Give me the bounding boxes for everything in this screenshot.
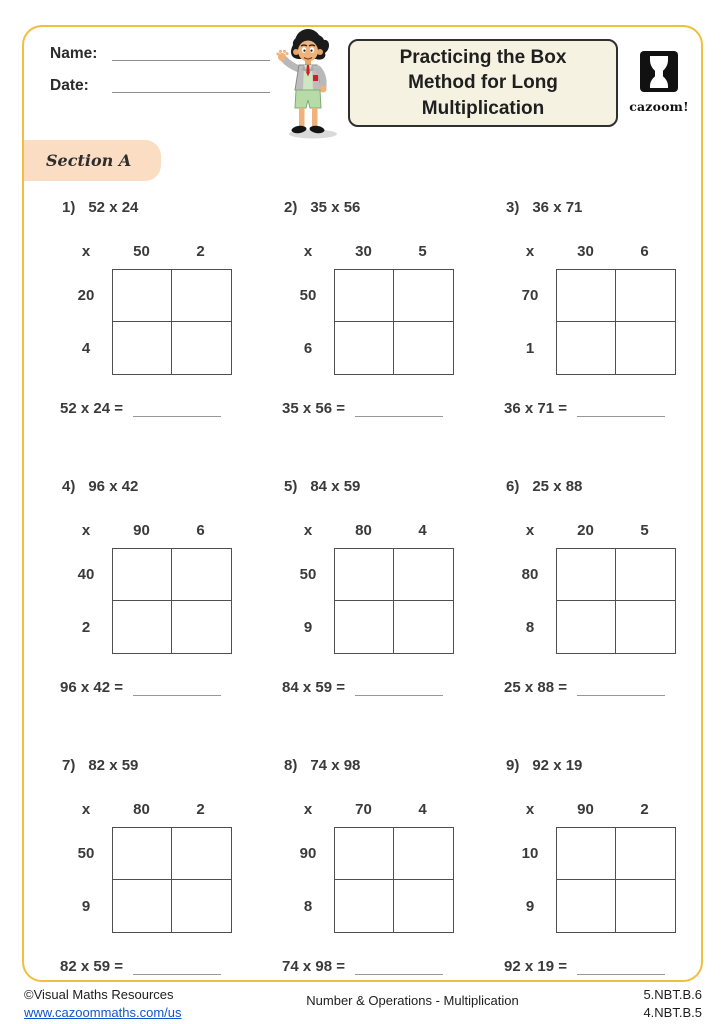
- answer-line: [60, 400, 265, 417]
- product-box[interactable]: [616, 322, 675, 374]
- footer-copyright-block: [24, 986, 182, 1021]
- column-label-ones: 6: [640, 243, 649, 260]
- row-label-tens: 90: [299, 845, 317, 862]
- date-field-row: [50, 77, 270, 95]
- boy-character-illustration: [270, 28, 348, 145]
- standard-code: 5.NBT.B.6: [643, 987, 702, 1002]
- section-a-label: Section A: [24, 140, 161, 181]
- column-label-ones: 2: [196, 801, 205, 818]
- multiply-symbol: x: [303, 243, 313, 260]
- footer-standards-block: [643, 986, 702, 1021]
- problem-title: [506, 199, 709, 216]
- row-label-tens: 50: [77, 845, 95, 862]
- box-table-header-row: [504, 801, 709, 818]
- problem-title: [284, 199, 487, 216]
- date-write-line[interactable]: [112, 90, 270, 93]
- cazoom-logo: [628, 51, 690, 114]
- answer-prefix: 52 x 24 =: [60, 400, 123, 417]
- product-boxes-grid: [334, 269, 454, 375]
- website-link[interactable]: www.cazoommaths.com/us: [24, 1004, 182, 1020]
- product-box[interactable]: [394, 270, 453, 322]
- product-box[interactable]: [394, 828, 453, 880]
- column-label-ones: 2: [196, 243, 205, 260]
- problem-title: [62, 757, 265, 774]
- problem-number: 1): [62, 199, 76, 216]
- multiply-symbol: x: [81, 801, 91, 818]
- column-label-tens: 70: [355, 801, 372, 818]
- multiply-symbol: x: [81, 243, 91, 260]
- box-table-body: [504, 827, 709, 933]
- problem-title: [284, 478, 487, 495]
- answer-prefix: 96 x 42 =: [60, 679, 123, 696]
- row-labels-column: [282, 548, 334, 654]
- product-box[interactable]: [394, 601, 453, 653]
- box-table-header-row: [60, 801, 265, 818]
- product-box[interactable]: [557, 549, 616, 601]
- answer-blank[interactable]: [133, 972, 221, 975]
- column-label-ones: 2: [640, 801, 649, 818]
- box-table-header-row: [60, 243, 265, 260]
- multiply-symbol: x: [303, 522, 313, 539]
- product-box[interactable]: [172, 270, 231, 322]
- problem-block: [282, 199, 487, 417]
- problem-number: 5): [284, 478, 298, 495]
- answer-line: [60, 958, 265, 975]
- column-label-tens: 30: [355, 243, 372, 260]
- answer-line: [282, 679, 487, 696]
- product-box[interactable]: [335, 322, 394, 374]
- product-box[interactable]: [616, 880, 675, 932]
- product-box[interactable]: [113, 828, 172, 880]
- answer-line: [504, 400, 709, 417]
- product-box[interactable]: [335, 549, 394, 601]
- answer-line: [504, 958, 709, 975]
- problem-expression: 74 x 98: [310, 757, 361, 774]
- problem-expression: 52 x 24: [88, 199, 139, 216]
- problem-expression: 84 x 59: [310, 478, 361, 495]
- product-box[interactable]: [616, 549, 675, 601]
- product-boxes-grid: [334, 827, 454, 933]
- product-box[interactable]: [394, 880, 453, 932]
- product-box[interactable]: [172, 828, 231, 880]
- worksheet-page: [22, 25, 703, 982]
- problem-expression: 25 x 88: [532, 478, 583, 495]
- problem-expression: 35 x 56: [310, 199, 361, 216]
- problem-block: [282, 478, 487, 696]
- column-label-tens: 50: [133, 243, 150, 260]
- problem-block: [60, 478, 265, 696]
- column-label-tens: 90: [133, 522, 150, 539]
- row-label-ones: 1: [525, 340, 535, 357]
- worksheet-title-box: [348, 39, 618, 127]
- box-table-header-row: [60, 522, 265, 539]
- problem-block: [504, 199, 709, 417]
- row-label-ones: 9: [81, 898, 91, 915]
- product-box[interactable]: [113, 549, 172, 601]
- product-box[interactable]: [616, 601, 675, 653]
- product-box[interactable]: [335, 270, 394, 322]
- product-box[interactable]: [557, 601, 616, 653]
- answer-prefix: 82 x 59 =: [60, 958, 123, 975]
- product-box[interactable]: [394, 322, 453, 374]
- row-label-ones: 8: [525, 619, 535, 636]
- worksheet-title: Practicing the Box Method for Long Multiplication: [399, 47, 567, 119]
- row-labels-column: [282, 269, 334, 375]
- product-boxes-grid: [334, 548, 454, 654]
- multiply-symbol: x: [81, 522, 91, 539]
- answer-blank[interactable]: [577, 972, 665, 975]
- answer-prefix: 25 x 88 =: [504, 679, 567, 696]
- product-box[interactable]: [113, 322, 172, 374]
- answer-blank[interactable]: [577, 693, 665, 696]
- product-box[interactable]: [113, 270, 172, 322]
- problem-block: [504, 757, 709, 975]
- answer-blank[interactable]: [577, 414, 665, 417]
- column-label-ones: 4: [418, 522, 427, 539]
- answer-line: [60, 679, 265, 696]
- row-labels-column: [504, 548, 556, 654]
- column-label-tens: 80: [133, 801, 150, 818]
- problem-number: 6): [506, 478, 520, 495]
- problem-number: 9): [506, 757, 520, 774]
- problem-number: 8): [284, 757, 298, 774]
- product-box[interactable]: [394, 549, 453, 601]
- row-label-tens: 80: [521, 566, 539, 583]
- row-label-tens: 50: [299, 287, 317, 304]
- answer-blank[interactable]: [355, 414, 443, 417]
- product-box[interactable]: [335, 880, 394, 932]
- box-table-header-row: [282, 522, 487, 539]
- answer-prefix: 35 x 56 =: [282, 400, 345, 417]
- box-table-body: [60, 827, 265, 933]
- box-table-header-row: [504, 243, 709, 260]
- standard-code: 4.NBT.B.5: [643, 1004, 702, 1020]
- row-label-tens: 70: [521, 287, 539, 304]
- box-table-body: [60, 548, 265, 654]
- row-label-tens: 50: [299, 566, 317, 583]
- column-label-ones: 5: [640, 522, 649, 539]
- product-box[interactable]: [172, 322, 231, 374]
- column-label-ones: 6: [196, 522, 205, 539]
- product-box[interactable]: [557, 880, 616, 932]
- column-label-tens: 30: [577, 243, 594, 260]
- problem-block: [282, 757, 487, 975]
- answer-blank[interactable]: [133, 693, 221, 696]
- product-boxes-grid: [556, 827, 676, 933]
- answer-prefix: 36 x 71 =: [504, 400, 567, 417]
- problem-block: [60, 199, 265, 417]
- product-box[interactable]: [616, 270, 675, 322]
- problem-block: [504, 478, 709, 696]
- row-label-ones: 9: [525, 898, 535, 915]
- problem-number: 7): [62, 757, 76, 774]
- problem-title: [506, 757, 709, 774]
- row-label-ones: 6: [303, 340, 313, 357]
- row-label-tens: 10: [521, 845, 539, 862]
- multiply-symbol: x: [525, 801, 535, 818]
- answer-prefix: 92 x 19 =: [504, 958, 567, 975]
- footer: [24, 986, 702, 1021]
- box-table-body: [504, 548, 709, 654]
- problem-expression: 36 x 71: [532, 199, 583, 216]
- product-boxes-grid: [112, 548, 232, 654]
- cazoom-logo-text: cazoom!: [629, 99, 689, 114]
- problem-expression: 82 x 59: [88, 757, 139, 774]
- answer-blank[interactable]: [355, 972, 443, 975]
- box-table-body: [282, 827, 487, 933]
- product-box[interactable]: [335, 601, 394, 653]
- answer-line: [282, 958, 487, 975]
- boy-illustration-svg: [270, 28, 348, 140]
- answer-prefix: 74 x 98 =: [282, 958, 345, 975]
- multiply-symbol: x: [525, 522, 535, 539]
- answer-line: [282, 400, 487, 417]
- multiply-symbol: x: [303, 801, 313, 818]
- product-boxes-grid: [556, 269, 676, 375]
- product-box[interactable]: [557, 322, 616, 374]
- product-box[interactable]: [557, 270, 616, 322]
- product-box[interactable]: [113, 601, 172, 653]
- problem-number: 4): [62, 478, 76, 495]
- problem-number: 2): [284, 199, 298, 216]
- product-boxes-grid: [112, 269, 232, 375]
- problem-expression: 96 x 42: [88, 478, 139, 495]
- name-label: Name:: [50, 45, 98, 62]
- column-label-tens: 90: [577, 801, 594, 818]
- cazoom-drum-icon: [639, 51, 679, 93]
- answer-blank[interactable]: [355, 693, 443, 696]
- row-labels-column: [60, 827, 112, 933]
- footer-topic: Number & Operations - Multiplication: [306, 993, 519, 1008]
- product-boxes-grid: [112, 827, 232, 933]
- date-label: Date:: [50, 77, 89, 94]
- row-label-ones: 4: [81, 340, 91, 357]
- product-box[interactable]: [335, 828, 394, 880]
- row-label-tens: 40: [77, 566, 95, 583]
- box-table-body: [504, 269, 709, 375]
- name-field-row: [50, 45, 270, 63]
- product-box[interactable]: [557, 828, 616, 880]
- problem-number: 3): [506, 199, 520, 216]
- column-label-ones: 5: [418, 243, 427, 260]
- problem-expression: 92 x 19: [532, 757, 583, 774]
- box-table-body: [282, 269, 487, 375]
- row-labels-column: [60, 269, 112, 375]
- box-table-header-row: [282, 801, 487, 818]
- box-table-header-row: [504, 522, 709, 539]
- product-box[interactable]: [172, 880, 231, 932]
- copyright-text: ©Visual Maths Resources: [24, 987, 174, 1002]
- answer-line: [504, 679, 709, 696]
- row-labels-column: [60, 548, 112, 654]
- answer-prefix: 84 x 59 =: [282, 679, 345, 696]
- row-labels-column: [504, 269, 556, 375]
- box-table-header-row: [282, 243, 487, 260]
- product-boxes-grid: [556, 548, 676, 654]
- problem-title: [506, 478, 709, 495]
- product-box[interactable]: [172, 601, 231, 653]
- name-write-line[interactable]: [112, 58, 270, 61]
- product-box[interactable]: [113, 880, 172, 932]
- product-box[interactable]: [172, 549, 231, 601]
- answer-blank[interactable]: [133, 414, 221, 417]
- problems-grid: [60, 199, 709, 975]
- box-table-body: [282, 548, 487, 654]
- problem-block: [60, 757, 265, 975]
- row-label-ones: 2: [81, 619, 91, 636]
- row-label-ones: 8: [303, 898, 313, 915]
- row-label-tens: 20: [77, 287, 95, 304]
- product-box[interactable]: [616, 828, 675, 880]
- column-label-ones: 4: [418, 801, 427, 818]
- problem-title: [284, 757, 487, 774]
- box-table-body: [60, 269, 265, 375]
- column-label-tens: 20: [577, 522, 594, 539]
- row-labels-column: [282, 827, 334, 933]
- problem-title: [62, 199, 265, 216]
- row-labels-column: [504, 827, 556, 933]
- problem-title: [62, 478, 265, 495]
- multiply-symbol: x: [525, 243, 535, 260]
- column-label-tens: 80: [355, 522, 372, 539]
- row-label-ones: 9: [303, 619, 313, 636]
